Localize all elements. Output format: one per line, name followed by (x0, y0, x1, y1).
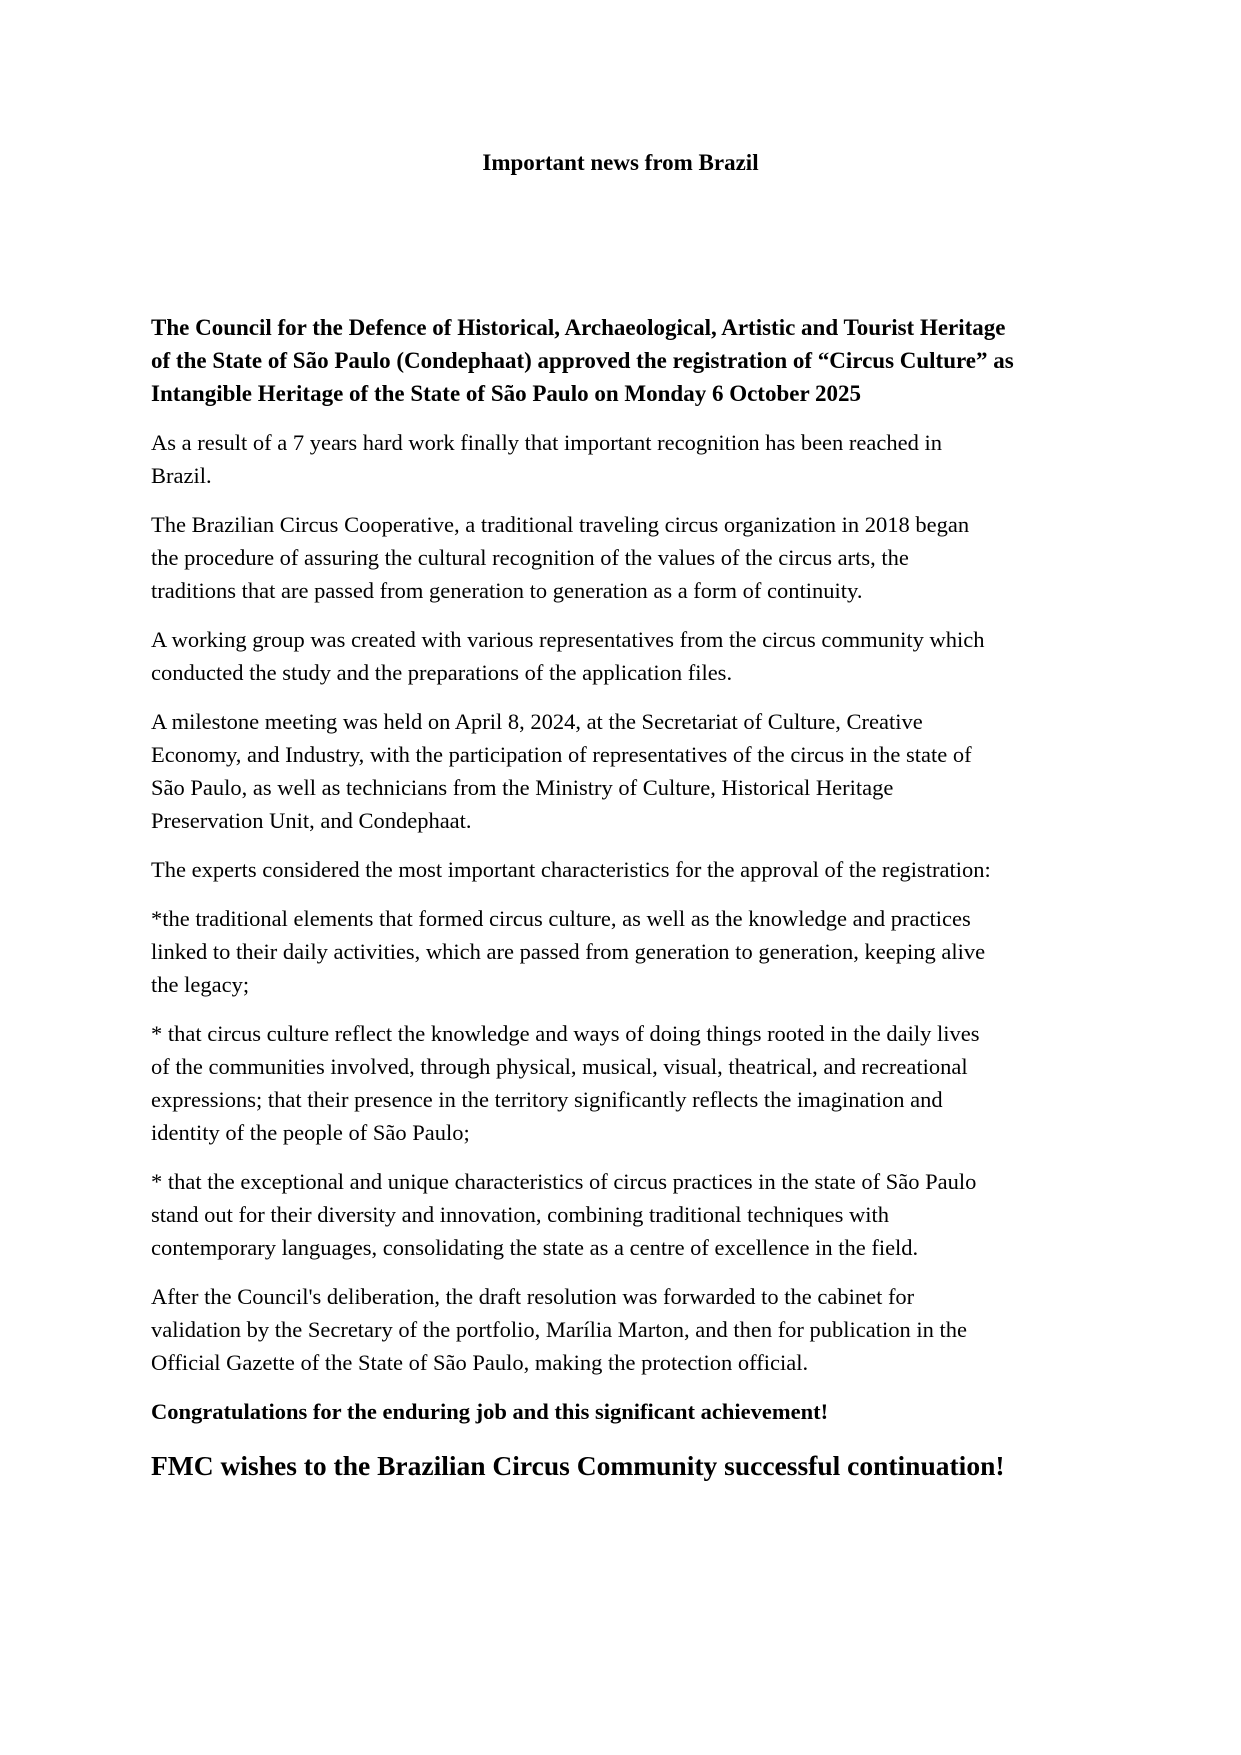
paragraph-working-group: A working group was created with various representatives from the circus community which conducted the study and the preparations of the application files. (151, 627, 985, 685)
closing-line: FMC wishes to the Brazilian Circus Community successful continuation! (151, 1450, 1005, 1481)
characteristic-item: * that circus culture reflect the knowledge and ways of doing things rooted in the daily lives of the communities involved, through physical, musical, visual, theatrical, and recreational expressions; that their presence in the territory significantly reflects the imagination and identity of the people of São Paulo; (151, 1021, 980, 1145)
paragraph-cooperative: The Brazilian Circus Cooperative, a traditional traveling circus organization in 2018 began the procedure of assuring the cultural recognition of the values of the circus arts, the traditions that are passed from generation to generation as a form of continuity. (151, 512, 970, 603)
congratulations-line: Congratulations for the enduring job and this significant achievement! (151, 1399, 829, 1424)
paragraph-milestone-meeting: A milestone meeting was held on April 8, 2024, at the Secretariat of Culture, Creative Economy, and Industry, with the participation of representatives of the circus in the state of São Paulo, as well as technicians from the Ministry of Culture, Historical Heritage Preservation Unit, and Condephaat. (151, 709, 972, 833)
lead-paragraph: The Council for the Defence of Historical, Archaeological, Artistic and Tourist Heritage of the State of São Paulo (Condephaat) approved the registration of “Circus Culture” as Intangible Heritage of the State of São Paulo on Monday 6 October 2025 (151, 315, 1014, 406)
document-body (151, 311, 1111, 1500)
document-title: Important news from Brazil (482, 150, 759, 175)
paragraph-experts: The experts considered the most important characteristics for the approval of the registration: (151, 857, 991, 882)
characteristic-item: * that the exceptional and unique characteristics of circus practices in the state of São Paulo stand out for their diversity and innovation, combining traditional techniques with contemporary languages, consolidating the state as a centre of excellence in the field. (151, 1169, 977, 1260)
paragraph-deliberation: After the Council's deliberation, the draft resolution was forwarded to the cabinet for validation by the Secretary of the portfolio, Marília Marton, and then for publication in the Official Gazette of the State of São Paulo, making the protection official. (151, 1284, 968, 1375)
characteristic-item: *the traditional elements that formed circus culture, as well as the knowledge and practices linked to their daily activities, which are passed from generation to generation, keeping alive the legacy; (151, 906, 986, 997)
paragraph-recognition: As a result of a 7 years hard work finally that important recognition has been reached in Brazil. (151, 430, 942, 488)
